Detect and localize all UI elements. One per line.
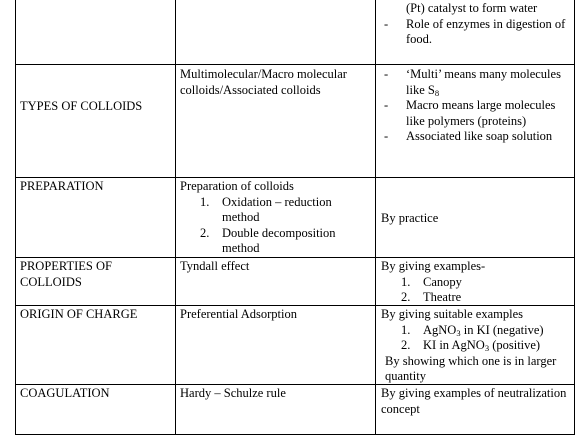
row-3-col-3 [381, 259, 573, 306]
list-item-text: Double decomposition method [222, 225, 336, 255]
cell-text: By giving examples of neutralization concept [381, 386, 567, 416]
row-1-col-3 [384, 67, 572, 145]
section-label: ORIGIN OF CHARGE [20, 307, 138, 321]
subscript: 3 [484, 343, 490, 353]
row-5-col-1 [20, 386, 172, 402]
row-3-col-2 [180, 259, 372, 275]
row-divider-1 [15, 64, 575, 65]
cell-text: Hardy – Schulze rule [180, 386, 286, 400]
list-item [384, 67, 572, 98]
list-item [381, 323, 573, 339]
row-2-col-1 [20, 179, 172, 195]
list-item-text: ‘Multi’ means many molecules like S [406, 67, 561, 97]
dash-marker: - [384, 98, 389, 112]
list-item [381, 290, 573, 306]
table-border-bottom [15, 434, 575, 435]
cell-note: By showing which one is in larger quantity [385, 353, 557, 383]
list-item-text: Canopy [423, 274, 462, 289]
list-item [384, 98, 572, 129]
table-border-right [574, 0, 575, 435]
row-2-col-3 [381, 211, 573, 227]
row-0-col-3 [384, 1, 572, 48]
subscript: 3 [456, 327, 461, 338]
list-number: 2. [401, 290, 411, 304]
row-4-col-1 [20, 307, 172, 323]
row-2-col-2 [180, 179, 372, 257]
list-item-text: Associated like soap solution [406, 129, 553, 143]
list-number: 2. [401, 338, 411, 352]
subscript: 8 [434, 87, 440, 98]
list-item-text: Theatre [423, 290, 462, 304]
list-number: 2. [200, 225, 210, 240]
list-number: 1. [200, 194, 210, 209]
section-label: PREPARATION [20, 179, 104, 193]
list-item [384, 17, 572, 48]
row-1-col-2 [180, 67, 372, 98]
list-item-text: (Pt) catalyst to form water [406, 1, 538, 15]
cell-text: Preferential Adsorption [180, 307, 297, 321]
list-item-text: Oxidation – reduction method [222, 194, 332, 224]
row-1-col-1 [20, 99, 172, 115]
dash-marker: - [384, 129, 389, 143]
list-item [180, 226, 372, 257]
cell-text: Tyndall effect [180, 259, 250, 273]
row-5-col-2 [180, 386, 372, 402]
formula-text: (positive) [489, 338, 541, 352]
formula-text: in KI (negative) [460, 322, 544, 337]
row-divider-3 [15, 257, 575, 258]
section-label: PROPERTIES OF COLLOIDS [20, 259, 112, 289]
dash-marker: - [384, 16, 389, 31]
column-divider-2 [375, 0, 376, 435]
row-3-col-1 [20, 259, 172, 290]
section-label: COAGULATION [20, 386, 110, 400]
formula-text: KI in AgNO [423, 338, 485, 352]
cell-text: By practice [381, 211, 439, 225]
list-item-text: Role of enzymes in digestion of food. [406, 16, 566, 46]
section-label: TYPES OF COLLOIDS [20, 99, 143, 113]
list-number: 1. [401, 274, 411, 289]
row-5-col-3 [381, 386, 573, 417]
cell-title: By giving examples- [381, 259, 486, 273]
column-divider-1 [175, 0, 176, 435]
cell-title: By giving suitable examples [381, 307, 523, 321]
row-4-col-2 [180, 307, 372, 323]
dash-marker: - [384, 67, 389, 81]
list-item [384, 1, 572, 17]
row-divider-2 [15, 177, 575, 178]
list-number: 1. [401, 322, 411, 337]
cell-title: Preparation of colloids [180, 179, 294, 193]
list-item [381, 275, 573, 291]
row-4-col-3 [381, 307, 573, 385]
cell-text: Multimolecular/Macro molecular colloids/Associated colloids [180, 67, 347, 97]
list-item [381, 338, 573, 354]
list-item [180, 195, 372, 226]
list-item-text: Macro means large molecules like polymers (proteins) [406, 98, 556, 128]
formula-text: AgNO [423, 322, 457, 337]
list-item [384, 129, 572, 145]
table-border-left [15, 0, 16, 435]
